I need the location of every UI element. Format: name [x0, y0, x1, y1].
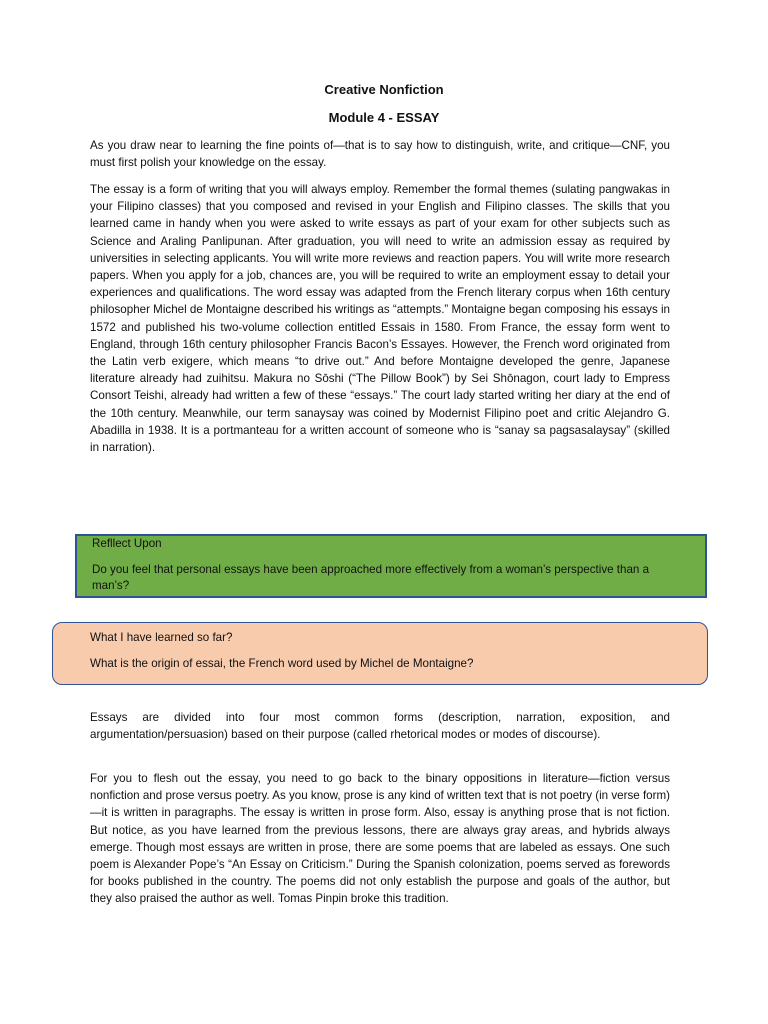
prose-paragraph: For you to flesh out the essay, you need to go back to the binary oppositions in literature—fiction versus nonfiction and prose versus poetry. As you know, prose is any kind of written text that is not poetry (in verse form)—it is written in paragraphs. The essay is written in prose form. Also, essay is anything prose that is not fiction. But notice, as you have learned from the previous lessons, there are always gray areas, and hybrids always emerge. Though most essays are written in prose, there are some poems that are labeled as essays. One such poem is Alexander Pope’s “An Essay on Criticism.” During the Spanish colonization, poems served as forewords for books published in the country. The poems did not only establish the purpose and goals of the author, but they also praised the author as well. Tomas Pinpin broke this tradition. — [90, 772, 670, 906]
learned-so-far-heading: What I have learned so far? — [90, 631, 233, 644]
document-title: Creative Nonfiction — [324, 82, 444, 97]
learned-so-far-box — [52, 622, 708, 685]
essay-history-paragraph: The essay is a form of writing that you will always employ. Remember the formal themes (sulating pangwakas in your Filipino classes) that you composed and revised in your English and Filipino classes. The skills that you learned came in handy when you were asked to write essays as part of your exam for other subjects such as Science and Araling Panlipunan. After graduation, you will need to write an admission essay as required by universities in selecting applicants. You will write more reviews and reaction papers. You will write more research papers. When you apply for a job, chances are, you will be required to write an employment essay to detail your experiences and qualifications. The word essay was adapted from the French literary corpus when 16th century philosopher Michel de Montaigne described his writings as “attempts.” Montaigne began composing his essays in 1572 and published his two-volume collection entitled Essais in 1580. From France, the essay form went to England, through 16th century philosopher Francis Bacon’s Essayes. However, the French word originated from the Latin verb exigere, which means “to drive out.” And before Montaigne developed the genre, Japanese literature already had zuihitsu. Makura no Sōshi (“The Pillow Book”) by Sei Shōnagon, court lady to Empress Consort Teishi, already had written a few of these “essays.” The court lady started writing her diary at the end of the 10th century. Meanwhile, our term sanaysay was coined by Modernist Filipino poet and critic Alejandro G. Abadilla in 1938. It is a portmanteau for a written account of someone who is “sanay sa pagsasalaysay” (skilled in narration). — [90, 183, 670, 455]
essay-forms-paragraph: Essays are divided into four most common forms (description, narration, exposition, and argumentation/persuasion) based on their purpose (called rhetorical modes or modes of discourse). — [90, 711, 670, 742]
learned-so-far-question: What is the origin of essai, the French word used by Michel de Montaigne? — [90, 657, 474, 670]
module-title: Module 4 - ESSAY — [328, 110, 440, 125]
reflect-upon-heading: Refllect Upon — [92, 537, 162, 550]
reflect-upon-box — [75, 534, 707, 598]
intro-paragraph: As you draw near to learning the fine points of—that is to say how to distinguish, write, and critique—CNF, you must first polish your knowledge on the essay. — [90, 139, 670, 170]
reflect-upon-question: Do you feel that personal essays have been approached more effectively from a woman’s perspective than a man’s? — [92, 563, 650, 592]
